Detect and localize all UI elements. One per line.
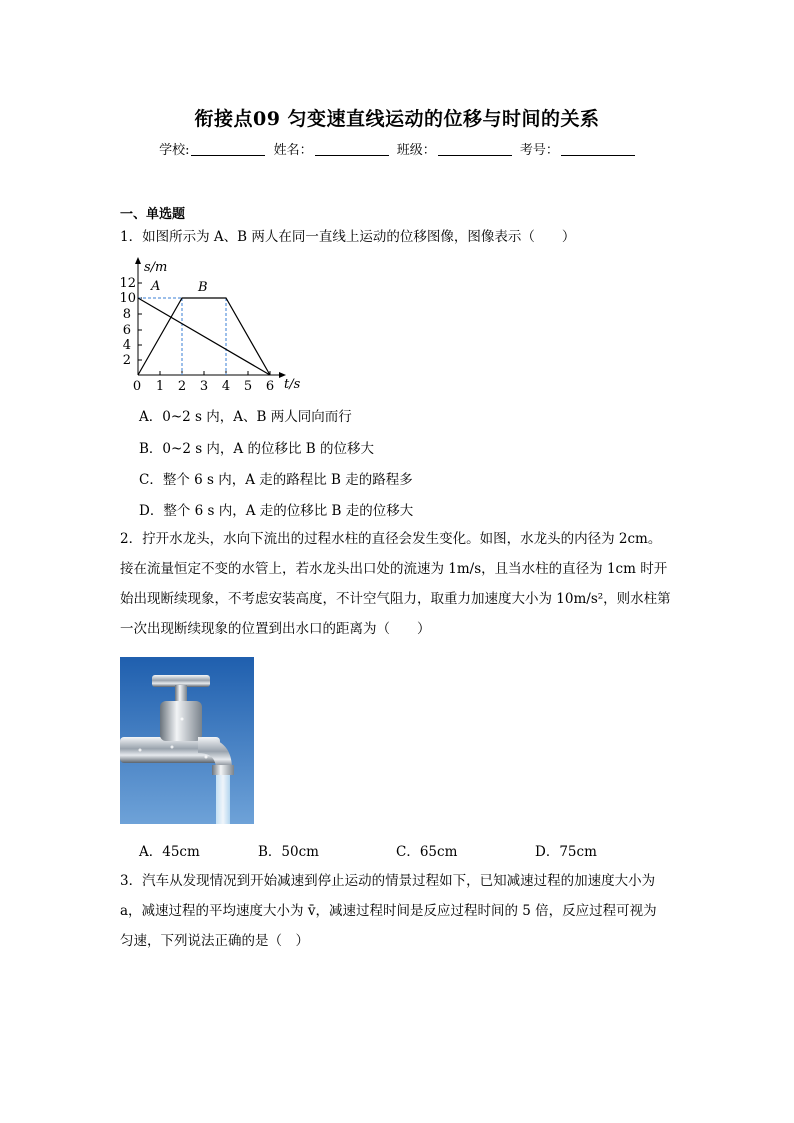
x-tick-label: 1: [155, 379, 165, 394]
y-axis-label: s/m: [144, 260, 168, 275]
school-blank[interactable]: [191, 143, 265, 156]
question-2-line: 2．拧开水龙头，水向下流出的过程水柱的直径会发生变化。如图，水龙头的内径为 2cm。: [120, 531, 662, 547]
y-tick-label: 8: [122, 307, 131, 322]
question-2-option-b[interactable]: B．50cm: [258, 844, 319, 860]
x-tick-label: 4: [221, 379, 231, 394]
student-info-line: [0, 139, 794, 158]
x-tick-label: 6: [265, 379, 275, 394]
question-1-option-c[interactable]: C．整个 6 s 内，A 走的路程比 B 走的路程多: [139, 472, 413, 488]
question-3-line: 匀速，下列说法正确的是（ ）: [120, 933, 309, 949]
x-tick-label: 5: [243, 379, 253, 394]
exam-no-label: 考号：: [519, 143, 559, 158]
x-axis-label: t/s: [284, 377, 301, 392]
faucet-photo: [120, 657, 254, 824]
y-tick-label: 2: [122, 353, 131, 368]
question-1-option-b[interactable]: B．0~2 s 内，A 的位移比 B 的位移大: [139, 441, 374, 457]
y-tick-label: 12: [119, 276, 136, 291]
x-tick-label: 3: [199, 379, 209, 394]
question-1-option-d[interactable]: D．整个 6 s 内，A 走的位移比 B 走的位移大: [139, 503, 414, 519]
name-label: 姓名：: [273, 143, 313, 158]
line-a: [138, 298, 270, 375]
label-a: A: [151, 279, 161, 294]
question-2-line: 始出现断续现象，不考虑安装高度，不计空气阻力，取重力加速度大小为 10m/s²，则水柱第: [120, 591, 671, 607]
y-tick-label: 4: [122, 338, 131, 353]
question-3-stem: [120, 866, 680, 956]
section-heading: 一、单选题: [120, 207, 186, 222]
x-tick-label: 0: [132, 379, 142, 394]
y-axis-arrow: [135, 257, 141, 264]
question-3-line: a，减速过程的平均速度大小为 v̄，减速过程时间是反应过程时间的 5 倍，反应过程可视为: [120, 903, 657, 919]
class-blank[interactable]: [438, 143, 512, 156]
question-1-stem: 1．如图所示为 A、B 两人在同一直线上运动的位移图像，图像表示（ ）: [120, 229, 576, 245]
question-2-stem: [120, 524, 680, 644]
question-2-option-d[interactable]: D．75cm: [535, 844, 597, 860]
question-2-option-a[interactable]: A．45cm: [139, 844, 200, 860]
y-tick-label: 10: [119, 291, 136, 306]
question-2-option-c[interactable]: C．65cm: [396, 844, 458, 860]
name-blank[interactable]: [315, 143, 389, 156]
school-label: 学校:: [159, 143, 190, 158]
page-title: 衔接点09 匀变速直线运动的位移与时间的关系: [194, 108, 600, 130]
question-1-option-a[interactable]: A．0~2 s 内，A、B 两人同向而行: [139, 409, 352, 425]
class-label: 班级：: [396, 143, 436, 158]
y-tick-label: 6: [122, 323, 131, 338]
question-1-graph: [118, 254, 308, 394]
label-b: B: [198, 280, 208, 295]
question-3-line: 3．汽车从发现情况到开始减速到停止运动的情景过程如下，已知减速过程的加速度大小为: [120, 873, 656, 889]
question-2-line: 一次出现断续现象的位置到出水口的距离为（ ）: [120, 621, 431, 637]
question-2-line: 接在流量恒定不变的水管上，若水龙头出口处的流速为 1m/s，且当水柱的直径为 1cm 时开: [120, 561, 668, 577]
exam-no-blank[interactable]: [561, 143, 635, 156]
x-tick-label: 2: [177, 379, 187, 394]
